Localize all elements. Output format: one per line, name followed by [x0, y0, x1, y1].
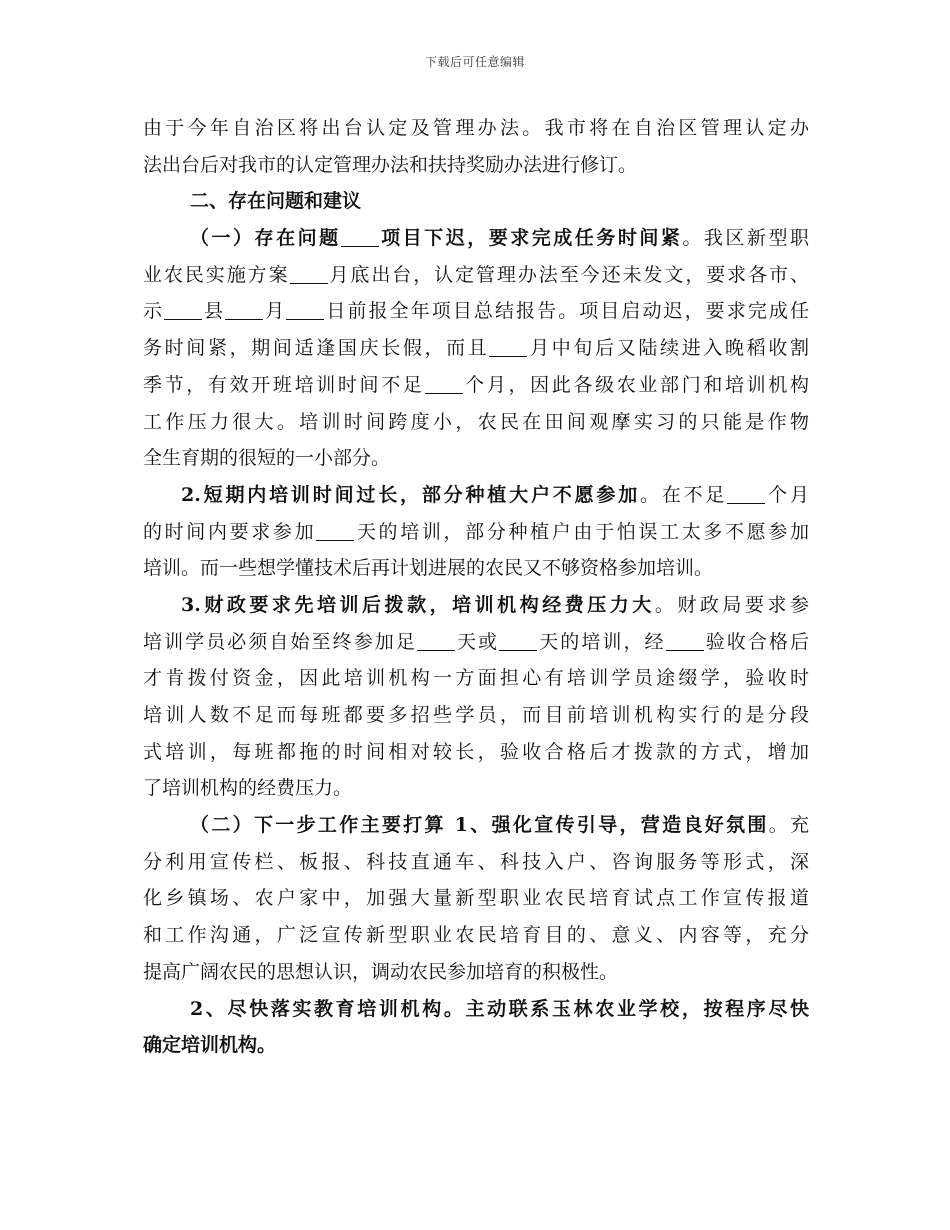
blank-underline: [425, 373, 463, 394]
text-span: 验收合格后: [703, 630, 809, 653]
text-line: [143, 697, 809, 734]
text-span: 。财政局要求参: [654, 593, 809, 616]
text-line: [143, 624, 809, 661]
text-line: [143, 734, 809, 771]
text-span: 县: [202, 300, 226, 323]
bold-heading-text: 3.财政要求先培训后拨款，培训机构经费压力大: [181, 593, 655, 616]
text-span: 培训。而一些想学懂技术后再计划进展的农民又不够资格参加培训。: [143, 557, 714, 580]
text-span: 分利用宣传栏、板报、科技直通车、科技入户、咨询服务等形式，深: [143, 850, 809, 873]
bold-heading-text: （一）存在问题: [190, 227, 341, 250]
text-span: 工作压力很大。培训时间跨度小，农民在田间观摩实习的只能是作物: [143, 410, 809, 433]
text-line: [143, 110, 809, 147]
blank-underline: [727, 483, 765, 504]
text-span: 培训人数不足而每班都要多招些学员，而目前培训机构实行的是分段: [143, 704, 809, 726]
document-body: [143, 110, 809, 1064]
text-line: [143, 550, 809, 587]
text-span: 季节，有效开班培训时间不足: [143, 373, 425, 396]
text-span: 月: [263, 300, 287, 323]
bold-heading-text: 2、尽快落实教育培训机构。主动联系玉林农业学校，按程序尽快: [190, 997, 809, 1020]
text-span: 。我区新型职: [682, 227, 809, 250]
text-line: [143, 330, 809, 367]
blank-underline: [286, 299, 324, 320]
blank-underline: [290, 263, 328, 284]
text-span: 的时间内要求参加: [143, 520, 317, 543]
paragraph-lead-line: [143, 477, 809, 514]
text-line: [143, 147, 809, 184]
text-span: 。在不足: [640, 483, 728, 506]
text-line: [143, 844, 809, 881]
bold-heading-text: 2.短期内培训时间过长，部分种植大户不愿参加: [181, 483, 641, 506]
paragraph-lead-line: [143, 807, 809, 844]
text-span: 和工作沟通，广泛宣传新型职业农民培育目的、意义、内容等，充分: [143, 924, 809, 947]
text-span: 月中旬后又陆续进入晚稻收割: [527, 337, 809, 360]
text-span: 全生育期的很短的一小部分。: [143, 447, 391, 470]
text-span: 法出台后对我市的认定管理办法和扶持奖励办法进行修订。: [143, 153, 638, 176]
text-line: [143, 514, 809, 551]
text-line: [143, 1027, 809, 1064]
paragraph-lead-line: [143, 587, 809, 624]
blank-underline: [316, 520, 354, 541]
bold-heading-text: 项目下迟，要求完成任务时间紧: [378, 227, 683, 250]
section-heading: [143, 183, 809, 220]
text-line: [143, 660, 809, 697]
text-span: 示: [143, 300, 165, 323]
text-span: 天的培训，经: [537, 630, 666, 653]
text-span: 。充: [768, 814, 809, 837]
section-heading-text: 二、存在问题和建议: [190, 190, 362, 213]
text-span: 日前报全年项目总结报告。项目启动迟，要求完成任: [324, 300, 809, 323]
text-span: 由于今年自治区将出台认定及管理办法。我市将在自治区管理认定办: [143, 117, 809, 139]
text-line: [143, 880, 809, 917]
text-span: 天或: [454, 630, 500, 653]
text-line: [143, 293, 809, 330]
text-line: [143, 440, 809, 477]
text-span: 月底出台，认定管理办法至今还未发文，要求各市、: [327, 263, 809, 286]
blank-underline: [499, 630, 537, 651]
paragraph-lead-line: [143, 220, 809, 257]
blank-underline: [341, 226, 379, 247]
page-header-note: 下载后可任意编辑: [424, 55, 525, 69]
text-span: 化乡镇场、农户家中，加强大量新型职业农民培育试点工作宣传报道: [143, 887, 809, 910]
text-span: 培训学员必须自始至终参加足: [143, 630, 417, 653]
blank-underline: [225, 299, 263, 320]
text-line: [143, 257, 809, 294]
text-line: [143, 770, 809, 807]
text-span: 个月: [765, 483, 809, 506]
bold-heading-text: （二）下一步工作主要打算 1、强化宣传引导，营造良好氛围: [190, 814, 769, 837]
text-span: 个月，因此各级农业部门和培训机构: [462, 373, 809, 396]
blank-underline: [164, 299, 202, 320]
text-line: [143, 917, 809, 954]
text-span: 业农民实施方案: [143, 263, 290, 286]
text-span: 式培训，每班都拖的时间相对较长，验收合格后才拨款的方式，增加: [143, 740, 809, 763]
blank-underline: [417, 630, 455, 651]
text-span: 务时间紧，期间适逢国庆长假，而且: [143, 337, 490, 360]
text-line: [143, 367, 809, 404]
blank-underline: [666, 630, 704, 651]
text-span: 了培训机构的经费压力。: [143, 777, 353, 800]
text-span: 提高广阔农民的思想认识，调动农民参加培育的积极性。: [143, 960, 619, 983]
bold-heading-text: 确定培训机构。: [143, 1034, 277, 1057]
text-line: [143, 404, 809, 441]
text-span: 天的培训，部分种植户由于怕误工太多不愿参加: [354, 520, 809, 543]
blank-underline: [489, 336, 527, 357]
text-line: [143, 954, 809, 991]
paragraph-lead-line: [143, 991, 809, 1028]
text-span: 才肯拨付资金，因此培训机构一方面担心有培训学员途缀学，验收时: [143, 667, 809, 690]
